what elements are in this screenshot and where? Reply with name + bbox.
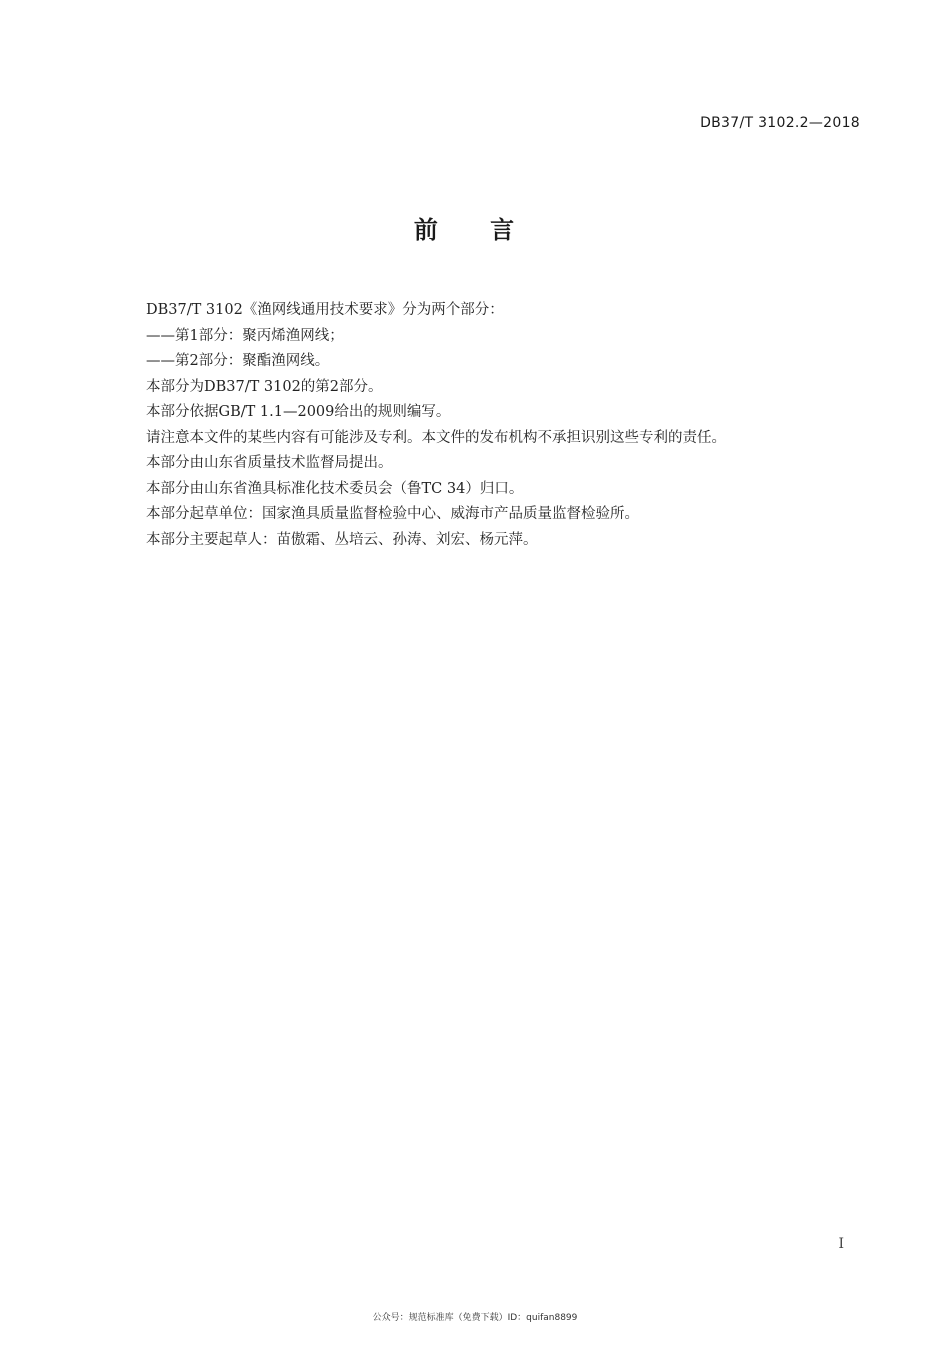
page-number: I	[838, 1236, 844, 1252]
footer-note: 公众号：规范标准库（免费下载）ID：quifan8899	[372, 1313, 578, 1323]
paragraph-proposed-by: 本部分由山东省质量技术监督局提出。	[146, 455, 393, 471]
paragraph-drafting-units: 本部分起草单位：国家渔具质量监督检验中心、威海市产品质量监督检验所。	[146, 506, 639, 522]
paragraph-drafting-rules: 本部分依据GB/T 1.1—2009给出的规则编写。	[146, 404, 451, 420]
paragraph-this-part: 本部分为DB37/T 3102的第2部分。	[146, 378, 383, 395]
paragraph-patent-notice: 请注意本文件的某些内容有可能涉及专利。本文件的发布机构不承担识别这些专利的责任。	[146, 429, 726, 446]
paragraph-parts-intro: DB37/T 3102《渔网线通用技术要求》分为两个部分：	[146, 302, 504, 318]
standard-code: DB37/T 3102.2—2018	[700, 115, 860, 131]
section-title: 前 言	[413, 216, 537, 244]
foreword-body	[146, 298, 846, 553]
paragraph-part-1: ——第1部分：聚丙烯渔网线；	[146, 327, 344, 344]
paragraph-part-2: ——第2部分：聚酯渔网线。	[146, 353, 330, 369]
paragraph-centralized-by: 本部分由山东省渔具标准化技术委员会（鲁TC 34）归口。	[146, 480, 524, 497]
paragraph-drafters: 本部分主要起草人：苗傲霜、丛培云、孙涛、刘宏、杨元萍。	[146, 531, 538, 548]
